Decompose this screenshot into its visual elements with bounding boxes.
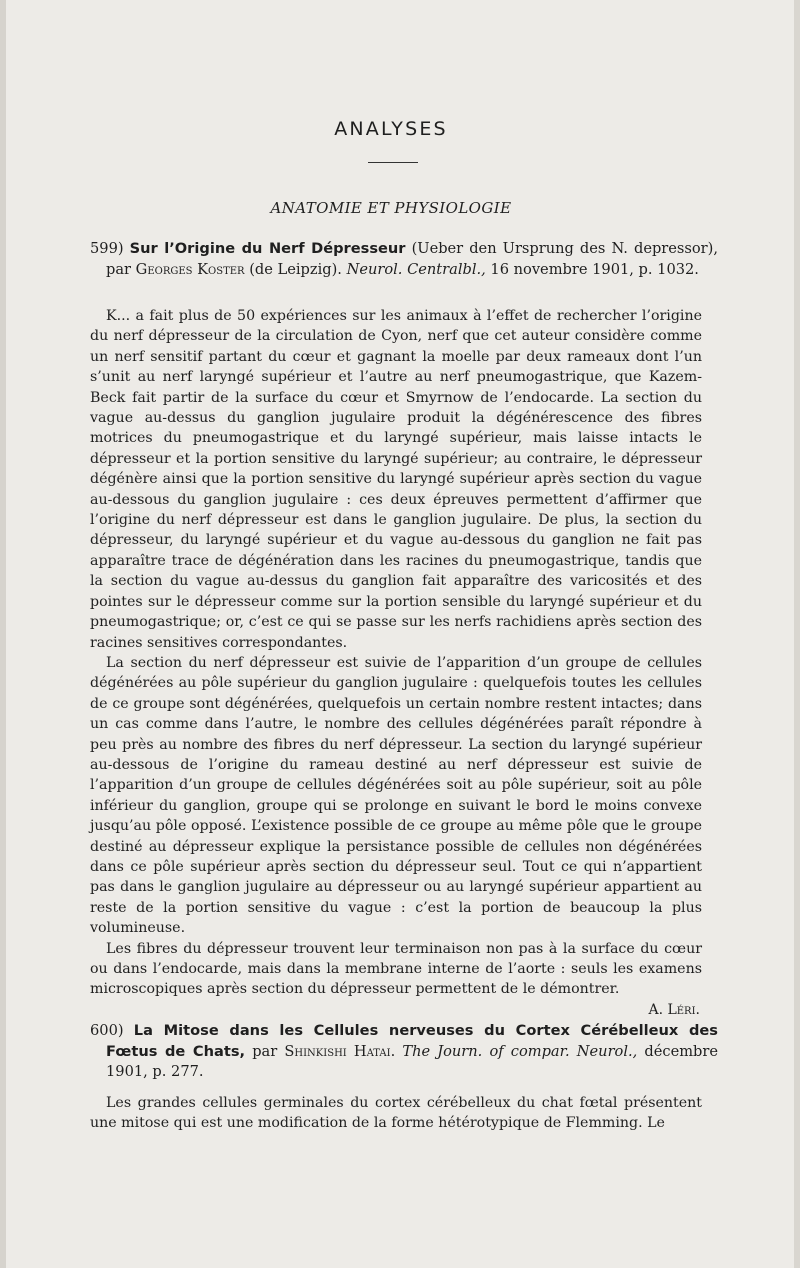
article-reference: par <box>252 1042 278 1060</box>
article-title: Sur l’Origine du Nerf Dépresseur <box>129 240 406 257</box>
article-title: La Mitose dans les Cellules nerveuses du Cortex Cérébelleux des Fœtus de Chats, <box>106 1022 718 1060</box>
article-number: 599) <box>90 240 124 257</box>
article-date: décembre 1901, p. 277. <box>106 1042 719 1080</box>
article-599-header <box>90 239 718 280</box>
article-reference: (Ueber den Ursprung des N. depressor), par <box>106 240 718 278</box>
article-journal: The Journ. of compar. Neurol., <box>402 1042 638 1060</box>
article-600-header <box>90 1021 718 1083</box>
paragraph: K... a fait plus de 50 expériences sur les animaux à l’effet de rechercher l’origine du nerf dépresseur de la circulation de Cyon, nerf que cet auteur considère comme un nerf sensitif partant du cœur et gagnant la moelle par deux rameaux dont l’un s’unit au nerf laryngé supérieur et l’autre au nerf pneumogastrique, que Kazem-Beck fait partir de la surface du cœur et Smyrnow de l’endocarde. La section du vague au-dessus du ganglion jugulaire produit la dégénérescence des fibres motrices du pneumogastrique et du laryngé supérieur, mais laisse intacts le dépresseur et la portion sensitive du laryngé supérieur; au contraire, le dépresseur dégénère ainsi que la portion sensitive du laryngé supérieur après section du vague au-dessous du ganglion jugulaire : ces deux épreuves permettent d’affirmer que l’origine du nerf dépresseur est dans le ganglion jugulaire. De plus, la section du dépresseur, du laryngé supérieur et du vague au-dessous du ganglion ne fait pas apparaître trace de dégénération dans les racines du pneumogastrique, tandis que la section du vague au-dessus du ganglion fait apparaître des varicosités et des pointes sur le dépresseur comme sur la portion sensible du laryngé supérieur et du pneumogastrique; or, c’est ce qui se passe sur les nerfs rachidiens après section des racines sensitives correspondantes. <box>90 308 702 651</box>
article-600-body <box>90 1093 702 1134</box>
article-date: 16 novembre 1901, p. 1032. <box>490 260 699 278</box>
subsection-title: ANATOMIE ET PHYSIOLOGIE <box>270 199 512 217</box>
signature: A. Léri. <box>648 1001 700 1018</box>
article-author: Georges Koster <box>135 260 245 278</box>
title-divider <box>368 162 418 163</box>
paragraph: Les fibres du dépresseur trouvent leur terminaison non pas à la surface du cœur ou dans l’endocarde, mais dans la membrane interne de l’aorte : seuls les examens microscopiques après section du dépresseur permettent de le démontrer. <box>90 940 702 998</box>
paragraph: Les grandes cellules germinales du cortex cérébelleux du chat fœtal présentent une mitose qui est une modification de la forme hétérotypique de Flemming. Le <box>90 1095 702 1132</box>
article-journal: Neurol. Centralbl., <box>346 260 486 278</box>
article-number: 600) <box>90 1022 124 1039</box>
article-affiliation: (de Leipzig). <box>249 260 342 278</box>
paragraph: La section du nerf dépresseur est suivie de l’apparition d’un groupe de cellules dégénérées au pôle supérieur du ganglion jugulaire : quelquefois toutes les cellules de ce groupe sont dégénérées, quelquefois un certain nombre restent intactes; dans un cas comme dans l’autre, le nombre des cellules dégénérées paraît répondre à peu près au nombre des fibres du nerf dépresseur. La section du laryngé supérieur au-dessous de l’origine du rameau destiné au nerf dépresseur est suivie de l’apparition d’un groupe de cellules dégénérées soit au pôle supérieur, soit au pôle inférieur du ganglion, groupe qui se prolonge en suivant le bord le moins convexe jusqu’au pôle opposé. L’existence possible de ce groupe au même pôle que le groupe destiné au dépresseur explique la persistance possible de cellules non dégénérées dans ce pôle supérieur après section du dépresseur seul. Tout ce qui n’appartient pas dans le ganglion jugulaire au dépresseur ou au laryngé supérieur appartient au reste de la portion sensitive du vague : c’est la portion de beaucoup la plus volumineuse. <box>90 654 702 937</box>
article-author: Shinkishi Hatai. <box>284 1042 396 1060</box>
section-title: ANALYSES <box>334 118 448 140</box>
article-599-body <box>90 306 702 1020</box>
